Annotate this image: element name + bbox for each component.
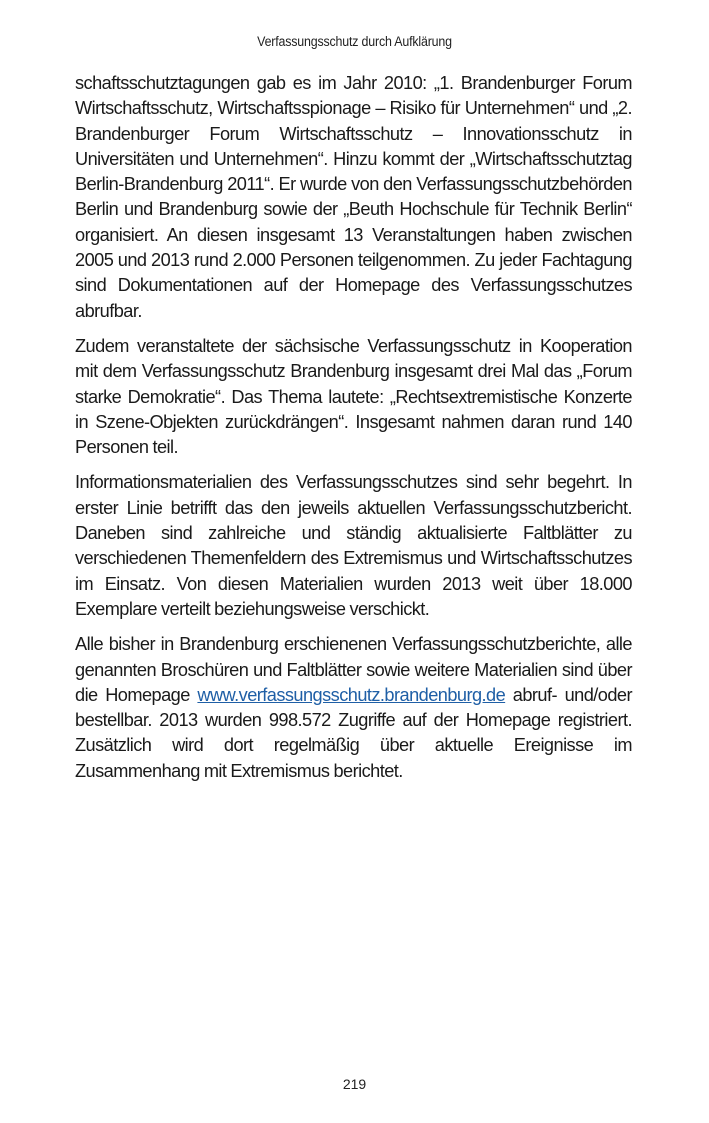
paragraph-homepage-text-after: abruf- und/oder bestellbar. 2013 wurden 998.572 Zugriffe auf der Homepage registriert. Zusätzlich wird dort regelmäßig über aktuelle Ereignisse im Zusammenhang mit Extremismus berichtet. bbox=[75, 684, 632, 781]
paragraph-forum-starke-demokratie: Zudem veranstaltete der sächsische Verfassungsschutz in Kooperation mit dem Verfassungsschutz Brandenburg insgesamt drei Mal das „Forum starke Demokratie“. Das Thema lautete: „Rechtsextremistische Konzerte in Szene-Objekten zurückdrängen“. Insgesamt nahmen daran rund 140 Personen teil. bbox=[75, 335, 632, 458]
paragraph-informationsmaterialien: Informationsmaterialien des Verfassungsschutzes sind sehr begehrt. In erster Linie betrifft das den jeweils aktuellen Verfassungsschutzbericht. Daneben sind zahlreiche und ständig aktualisierte Faltblätter zu verschiedenen Themenfeldern des Extremismus und Wirtschaftsschutzes im Einsatz. Von diesen Materialien wurden 2013 weit über 18.000 Exemplare verteilt beziehungsweise verschickt. bbox=[75, 472, 632, 619]
paragraph-wirtschaftsschutz-tagungen: schaftsschutztagungen gab es im Jahr 2010: „1. Brandenburger Forum Wirtschaftsschutz, Wirtschaftsspionage – Risiko für Unternehmen“ und „2. Brandenburger Forum Wirtschaftsschutz – Innovationsschutz in Universitäten und Unternehmen“. Hinzu kommt der „Wirtschaftsschutztag Berlin-Brandenburg 2011“. Er wurde von den Verfassungsschutzbehörden Berlin und Brandenburg sowie der „Beuth Hochschule für Technik Berlin“ organisiert. An diesen insgesamt 13 Veranstaltungen haben zwischen 2005 und 2013 rund 2.000 Personen teilgenommen. Zu jeder Fachtagung sind Dokumentationen auf der Homepage des Verfassungsschutzes abrufbar. bbox=[75, 73, 632, 321]
page-number: 219 bbox=[342, 1076, 367, 1092]
paragraph-homepage bbox=[75, 632, 632, 784]
paragraph-homepage-text-before: Alle bisher in Brandenburg erschienenen Verfassungsschutzberichte, alle genannten Broschüren und Faltblätter sowie weitere Materialien sind über die Homepage bbox=[75, 634, 632, 705]
running-header: Verfassungsschutz durch Aufklärung bbox=[257, 34, 452, 49]
homepage-link[interactable]: www.verfassungsschutz.brandenburg.de bbox=[197, 684, 506, 705]
body-text bbox=[75, 71, 632, 794]
